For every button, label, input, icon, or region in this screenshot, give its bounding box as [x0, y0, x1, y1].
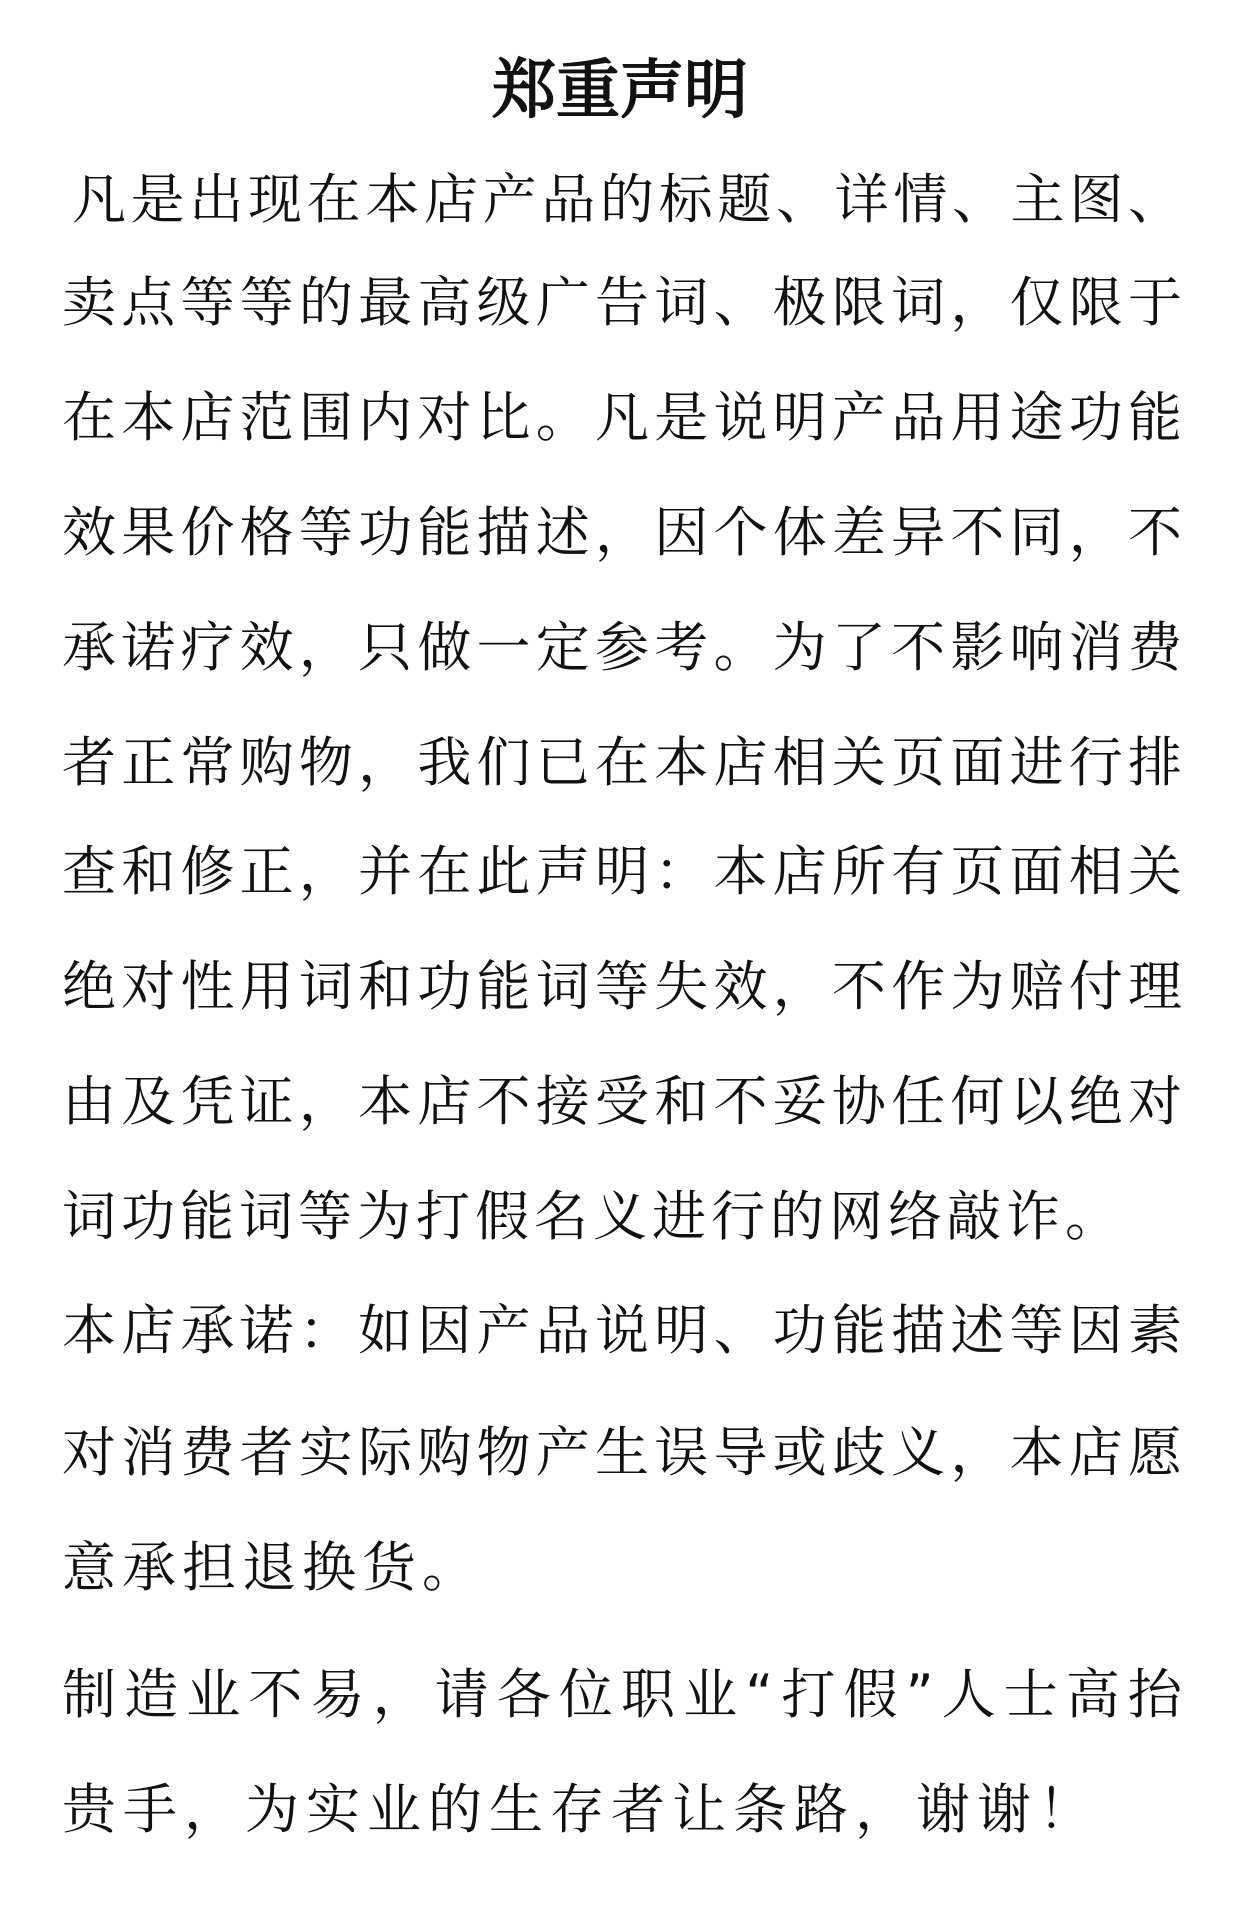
text-line: 制造业不易，请各位职业“打假”人士高抬: [62, 1663, 1182, 1726]
text-line: 承诺疗效，只做一定参考。为了不影响消费: [62, 616, 1182, 679]
text-line: 绝对性用词和功能词等失效，不作为赔付理: [62, 955, 1182, 1018]
text-line: 对消费者实际购物产生误导或歧义，本店愿: [62, 1421, 1182, 1484]
text-line: 者正常购物，我们已在本店相关页面进行排: [62, 731, 1182, 794]
text-line: 效果价格等功能描述，因个体差异不同，不: [62, 501, 1182, 564]
text-line: 本店承诺：如因产品说明、功能描述等因素: [62, 1299, 1182, 1362]
text-line: 凡是出现在本店产品的标题、详情、主图、: [72, 168, 1182, 231]
text-line: 卖点等等的最高级广告词、极限词，仅限于: [62, 271, 1182, 334]
text-line: 词功能词等为打假名义进行的网络敲诈。: [62, 1185, 1124, 1248]
text-line: 贵手，为实业的生存者让条路，谢谢！: [62, 1778, 1099, 1841]
text-line: 意承担退换货。: [62, 1536, 482, 1599]
text-line: 在本店范围内对比。凡是说明产品用途功能: [62, 386, 1182, 449]
text-line: 查和修正，并在此声明：本店所有页面相关: [62, 840, 1182, 903]
page-title: 郑重声明: [492, 54, 748, 128]
text-line: 由及凭证，本店不接受和不妥协任何以绝对: [62, 1070, 1182, 1133]
